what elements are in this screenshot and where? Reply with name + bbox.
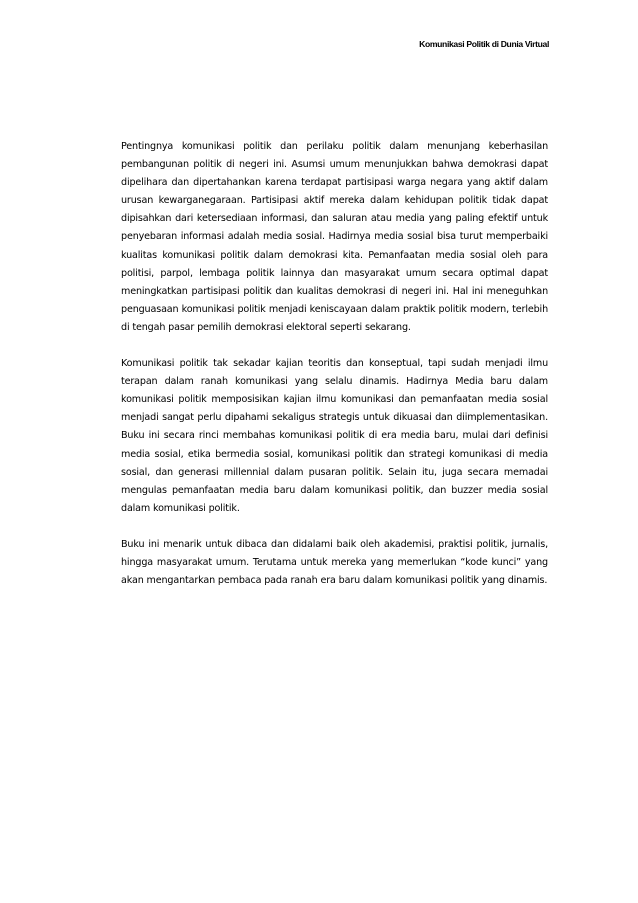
paragraph-2: Komunikasi politik tak sekadar kajian teoritis dan konseptual, tapi sudah menjadi ilmu terapan dalam ranah komunikasi yang selalu dinamis. Hadirnya Media baru dalam komunikasi politik memposisikan kajian ilmu komunikasi dan pemanfaatan media sosial menjadi sangat perlu dipahami sekaligus strategis untuk dikuasai dan diimplementasikan. Buku ini secara rinci membahas komunikasi politik di era media baru, mulai dari definisi media sosial, etika bermedia sosial, komunikasi politik dan strategi komunikasi di media sosial, dan generasi millennial dalam pusaran politik. Selain itu, juga secara memadai mengulas pemanfaatan media baru dalam komunikasi politik, dan buzzer media sosial dalam komunikasi politik. [121,358,548,514]
body-text [121,138,548,608]
paragraph-1: Pentingnya komunikasi politik dan perilaku politik dalam menunjang keberhasilan pembangunan politik di negeri ini. Asumsi umum menunjukkan bahwa demokrasi dapat dipelihara dan dipertahankan karena terdapat partisipasi warga negara yang aktif dalam urusan kewarganegaraan. Partisipasi aktif mereka dalam kehidupan politik tidak dapat dipisahkan dari ketersediaan informasi, dan saluran atau media yang paling efektif untuk penyebaran informasi adalah media sosial. Hadirnya media sosial bisa turut memperbaiki kualitas komunikasi politik dalam demokrasi kita. Pemanfaatan media sosial oleh para politisi, parpol, lembaga politik lainnya dan masyarakat umum secara optimal dapat meningkatkan partisipasi politik dan kualitas demokrasi di negeri ini. Hal ini meneguhkan penguasaan komunikasi politik menjadi keniscayaan dalam praktik politik modern, terlebih di tengah pasar pemilih demokrasi elektoral seperti sekarang. [121,141,548,333]
paragraph-3: Buku ini menarik untuk dibaca dan didalami baik oleh akademisi, praktisi politik, jurnalis, hingga masyarakat umum. Terutama untuk mereka yang memerlukan “kode kunci” yang akan mengantarkan pembaca pada ranah era baru dalam komunikasi politik yang dinamis. [121,538,548,587]
running-header-title: Komunikasi Politik di Dunia Virtual [419,39,549,49]
